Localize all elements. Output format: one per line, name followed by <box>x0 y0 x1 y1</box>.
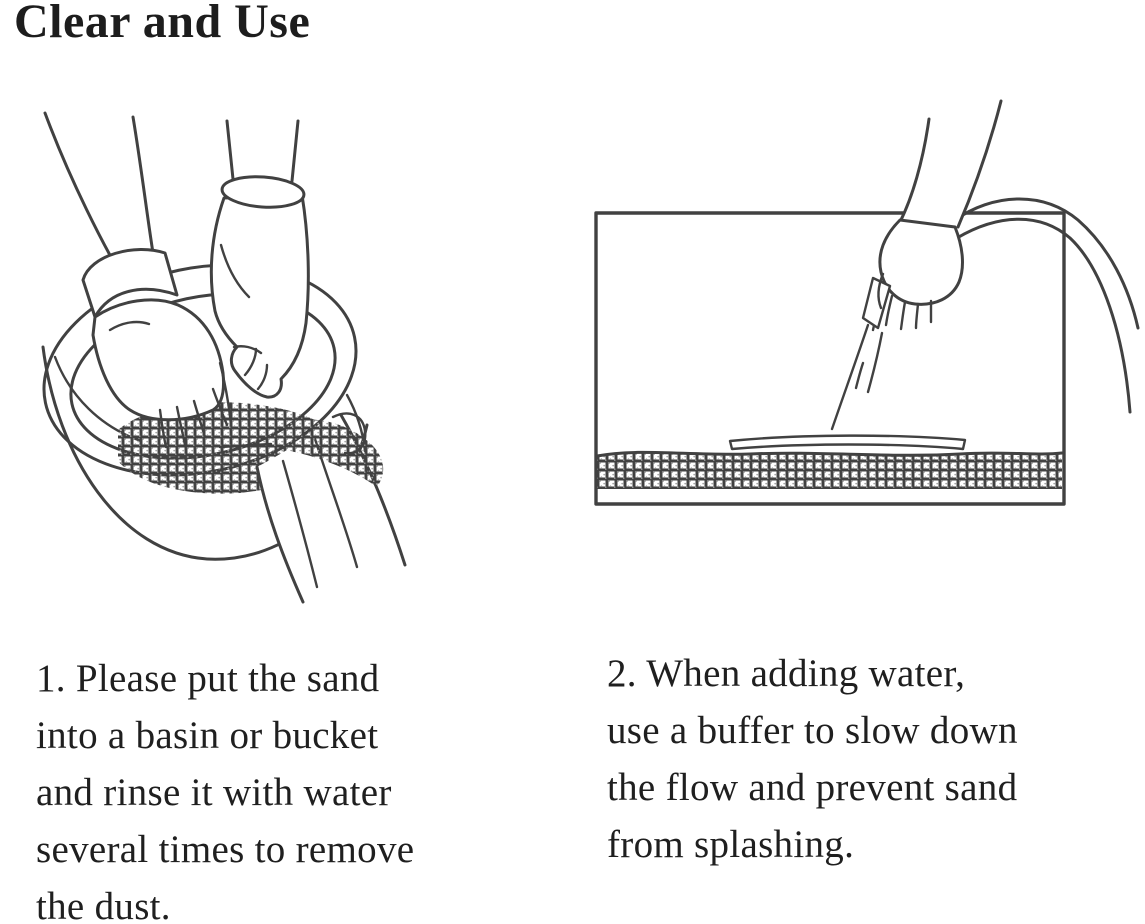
pouring-hand <box>863 101 1001 329</box>
hose <box>955 199 1138 412</box>
sand-bed <box>597 452 1062 489</box>
step-1-line: 1. Please put the sand <box>36 657 380 700</box>
step-2-text <box>607 645 1018 873</box>
left-hand <box>45 113 231 447</box>
step-1-line: the dust. <box>36 885 171 924</box>
step-2-line: use a buffer to slow down <box>607 709 1018 752</box>
figure-add-water <box>580 92 1145 522</box>
step-1-line: several times to remove <box>36 828 415 871</box>
water-stream <box>257 413 405 602</box>
step-2-line: from splashing. <box>607 823 855 866</box>
step-1-line: into a basin or bucket <box>36 714 379 757</box>
step-1-line: and rinse it with water <box>36 771 392 814</box>
right-gloved-hand <box>211 121 308 397</box>
step-2-line: the flow and prevent sand <box>607 766 1018 809</box>
figure-rinse-sand <box>15 95 475 630</box>
step-2-line: 2. When adding water, <box>607 652 966 695</box>
step-1-text <box>36 650 414 924</box>
add-water-illustration <box>580 92 1145 522</box>
buffer-plate <box>730 436 965 449</box>
rinse-sand-illustration <box>15 95 475 630</box>
page-title: Clear and Use <box>14 0 311 48</box>
water-spray <box>832 316 882 429</box>
